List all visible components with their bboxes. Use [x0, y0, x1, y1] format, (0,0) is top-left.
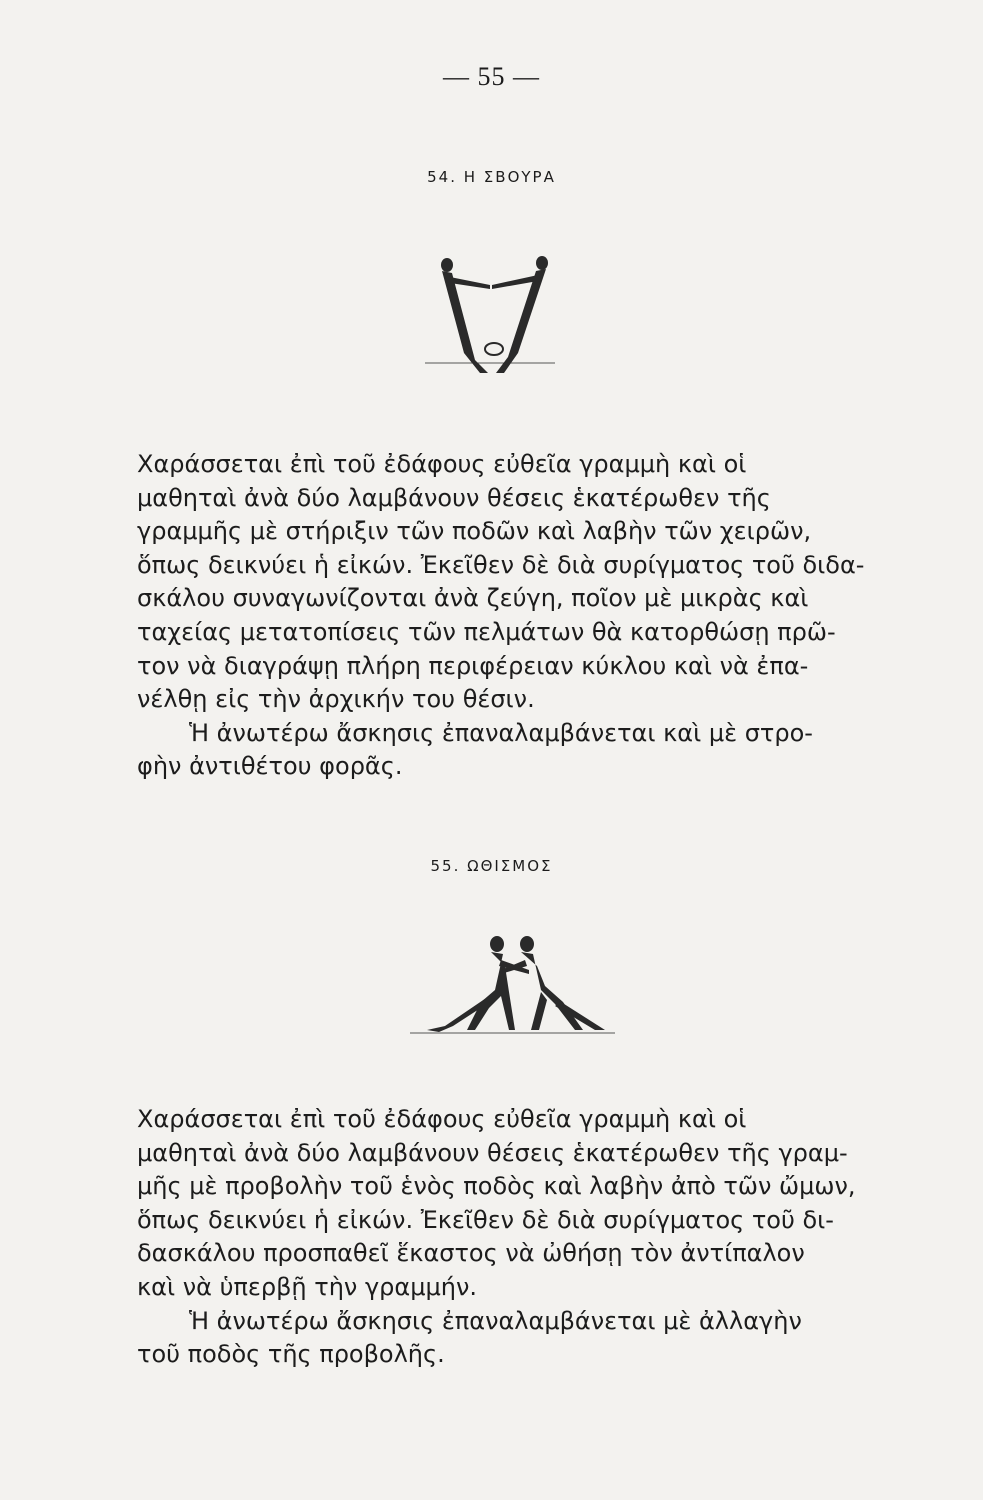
page-number: — 55 —	[443, 62, 540, 91]
text-line: νέλθῃ εἰς τὴν ἀρχικήν του θέσιν.	[137, 685, 535, 714]
section-paragraph-2	[137, 1103, 897, 1372]
text-line: ὅπως δεικνύει ἡ εἰκών. Ἐκεῖθεν δὲ διὰ συρίγματος τοῦ διδα-	[137, 550, 865, 579]
pushing-illustration	[405, 930, 620, 1045]
text-line: σκάλου συναγωνίζονται ἀνὰ ζεύγη, ποῖον μὲ μικρὰς καὶ	[137, 584, 809, 613]
text-line: Χαράσσεται ἐπὶ τοῦ ἐδάφους εὐθεῖα γραμμὴ καὶ οἱ	[137, 1105, 747, 1133]
text-line: Ἡ ἀνωτέρω ἄσκησις ἐπαναλαμβάνεται καὶ μὲ στρο-	[189, 718, 813, 747]
spinning-top-illustration	[420, 245, 560, 385]
text-line: ὅπως δεικνύει ἡ εἰκών. Ἐκεῖθεν δὲ διὰ συρίγματος τοῦ δι-	[137, 1205, 834, 1234]
text-line: Ἡ ἀνωτέρω ἄσκησις ἐπαναλαμβάνεται μὲ ἀλλαγὴν	[189, 1306, 802, 1335]
section-heading-othismos: 55. ΩΘΙΣΜΟΣ	[430, 857, 553, 875]
text-line: μαθηταὶ ἀνὰ δύο λαμβάνουν θέσεις ἑκατέρωθεν τῆς γραμ-	[137, 1138, 848, 1167]
text-line: μαθηταὶ ἀνὰ δύο λαμβάνουν θέσεις ἑκατέρωθεν τῆς	[137, 483, 771, 512]
text-line: γραμμῆς μὲ στήριξιν τῶν ποδῶν καὶ λαβὴν τῶν χειρῶν,	[137, 517, 812, 546]
text-line: Χαράσσεται ἐπὶ τοῦ ἐδάφους εὐθεῖα γραμμὴ καὶ οἱ	[137, 450, 747, 478]
text-line: δασκάλου προσπαθεῖ ἕκαστος νὰ ὠθήσῃ τὸν ἀντίπαλον	[137, 1239, 805, 1268]
text-line: μῆς μὲ προβολὴν τοῦ ἑνὸς ποδὸς καὶ λαβὴν ἀπὸ τῶν ὤμων,	[137, 1172, 856, 1201]
section-paragraph-1	[137, 448, 897, 784]
section-heading-sbourа: 54. Η ΣΒΟΥΡΑ	[427, 168, 556, 186]
text-line: τον νὰ διαγράψῃ πλήρη περιφέρειαν κύκλου καὶ νὰ ἐπα-	[137, 651, 809, 680]
text-line: ταχείας μετατοπίσεις τῶν πελμάτων θὰ κατορθώσῃ πρῶ-	[137, 617, 836, 646]
text-line: καὶ νὰ ὑπερβῇ τὴν γραμμήν.	[137, 1272, 478, 1301]
text-line: φὴν ἀντιθέτου φορᾶς.	[137, 752, 403, 781]
text-line: τοῦ ποδὸς τῆς προβολῆς.	[137, 1340, 445, 1369]
